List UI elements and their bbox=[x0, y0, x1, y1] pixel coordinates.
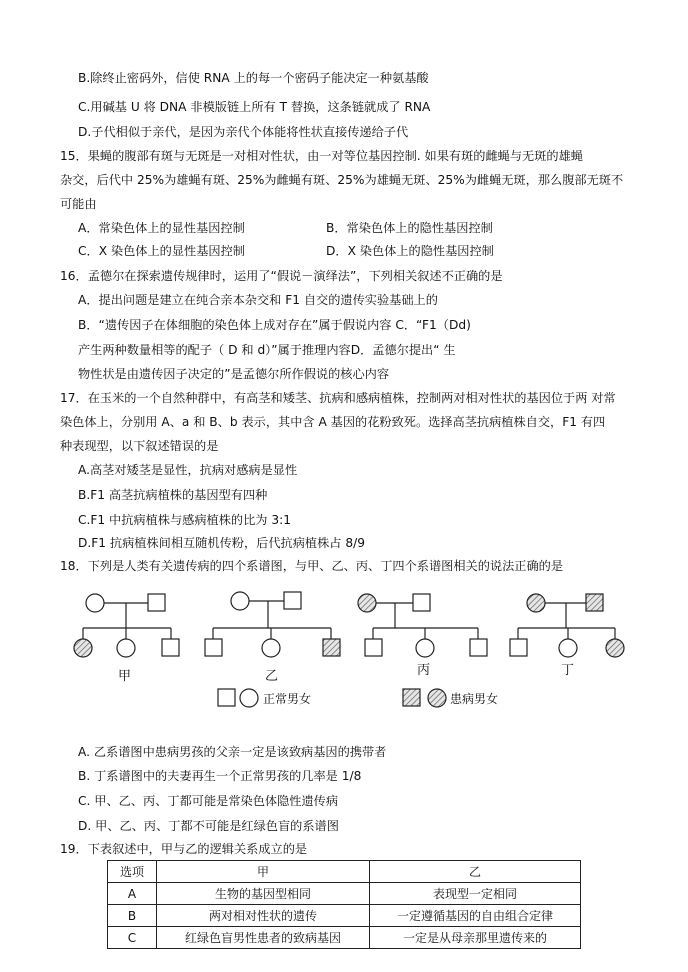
table-header-row bbox=[108, 861, 581, 883]
q18-stem: 18．下列是人类有关遗传病的四个系谱图，与甲、乙、丙、丁四个系谱图相关的说法正确的是 bbox=[60, 559, 564, 573]
legend-affected-label: 患病男女 bbox=[450, 692, 499, 706]
q19-table bbox=[107, 860, 581, 949]
q14-option-c: C.用碱基 U 将 DNA 非模版链上所有 T 替换，这条链就成了 RNA bbox=[78, 100, 431, 114]
table-cell: 表现型一定相同 bbox=[370, 883, 581, 905]
q15-option-d: D．X 染色体上的隐性基因控制 bbox=[326, 244, 494, 258]
q16-stem: 16．孟德尔在探索遗传规律时，运用了“假说－演绎法”，下列相关叙述不正确的是 bbox=[60, 269, 503, 283]
q17-stem-line1: 17．在玉米的一个自然种群中，有高茎和矮茎、抗病和感病植株，控制两对相对性状的基因位于两 对常 bbox=[60, 391, 616, 405]
pedigree-label-bing: 丙 bbox=[417, 663, 431, 678]
table-cell: B bbox=[108, 905, 157, 927]
table-cell: 两对相对性状的遗传 bbox=[157, 905, 370, 927]
pedigree-label-jia: 甲 bbox=[118, 669, 132, 684]
q15-stem-line2: 杂交，后代中 25%为雄蝇有斑、25%为雌蝇有斑、25%为雄蝇无斑、25%为雌蝇无斑，那么腹部无斑不 bbox=[60, 173, 624, 187]
table-row bbox=[108, 883, 581, 905]
table-cell: C bbox=[108, 927, 157, 949]
q17-option-d: D.F1 抗病植株间相互随机传粉，后代抗病植株占 8/9 bbox=[78, 536, 365, 550]
q16-line3: 产生两种数量相等的配子（ D 和 d）”属于推理内容D．孟德尔提出“ 生 bbox=[78, 343, 456, 357]
q16-line4: 物性状是由遗传因子决定的”是孟德尔所作假说的核心内容 bbox=[78, 367, 390, 381]
legend-normal-label: 正常男女 bbox=[263, 692, 312, 706]
q17-stem-line2: 染色体上，分别用 A、a 和 B、b 表示，其中含 A 基因的花粉致死。选择高茎抗病植株自交，F1 有四 bbox=[60, 415, 606, 429]
q14-option-d: D.子代相似于亲代，是因为亲代个体能将性状直接传递给子代 bbox=[78, 125, 409, 139]
q18-option-d: D. 甲、乙、丙、丁都不可能是红绿色盲的系谱图 bbox=[78, 819, 339, 833]
table-row bbox=[108, 927, 581, 949]
table-row bbox=[108, 905, 581, 927]
q18-option-a: A. 乙系谱图中患病男孩的父亲一定是该致病基因的携带者 bbox=[78, 745, 387, 759]
pedigree-figure bbox=[58, 583, 628, 713]
table-cell: 红绿色盲男性患者的致病基因 bbox=[157, 927, 370, 949]
q15-option-b: B．常染色体上的隐性基因控制 bbox=[326, 221, 493, 235]
table-cell: 生物的基因型相同 bbox=[157, 883, 370, 905]
table-cell: 一定遵循基因的自由组合定律 bbox=[370, 905, 581, 927]
q15-stem-line3: 可能由 bbox=[60, 197, 97, 211]
table-header: 乙 bbox=[370, 861, 581, 883]
pedigree-label-ding: 丁 bbox=[561, 663, 575, 678]
q15-option-c: C．X 染色体上的显性基因控制 bbox=[78, 244, 245, 258]
q15-option-a: A．常染色体上的显性基因控制 bbox=[78, 221, 245, 235]
q14-option-b: B.除终止密码外，信使 RNA 上的每一个密码子能决定一种氨基酸 bbox=[78, 71, 429, 85]
table-cell: 一定是从母亲那里遗传来的 bbox=[370, 927, 581, 949]
q17-option-a: A.高茎对矮茎是显性，抗病对感病是显性 bbox=[78, 463, 298, 477]
q17-stem-line3: 种表现型，以下叙述错误的是 bbox=[60, 439, 219, 453]
q17-option-b: B.F1 高茎抗病植株的基因型有四种 bbox=[78, 488, 268, 502]
table-header: 选项 bbox=[108, 861, 157, 883]
q16-option-a: A．提出问题是建立在纯合亲本杂交和 F1 自交的遗传实验基础上的 bbox=[78, 293, 438, 307]
pedigree-label-yi: 乙 bbox=[265, 669, 279, 684]
q19-stem: 19．下表叙述中，甲与乙的逻辑关系成立的是 bbox=[60, 842, 308, 856]
q18-option-b: B. 丁系谱图中的夫妻再生一个正常男孩的几率是 1/8 bbox=[78, 769, 362, 783]
q15-stem-line1: 15．果蝇的腹部有斑与无斑是一对相对性状，由一对等位基因控制. 如果有斑的雌蝇与无斑的雄蝇 bbox=[60, 149, 583, 163]
q16-option-b: B．“遗传因子在体细胞的染色体上成对存在”属于假说内容 C．“F1（Dd) bbox=[78, 318, 471, 332]
q18-option-c: C. 甲、乙、丙、丁都可能是常染色体隐性遗传病 bbox=[78, 794, 339, 808]
q17-option-c: C.F1 中抗病植株与感病植株的比为 3:1 bbox=[78, 513, 291, 527]
table-header: 甲 bbox=[157, 861, 370, 883]
table-cell: A bbox=[108, 883, 157, 905]
